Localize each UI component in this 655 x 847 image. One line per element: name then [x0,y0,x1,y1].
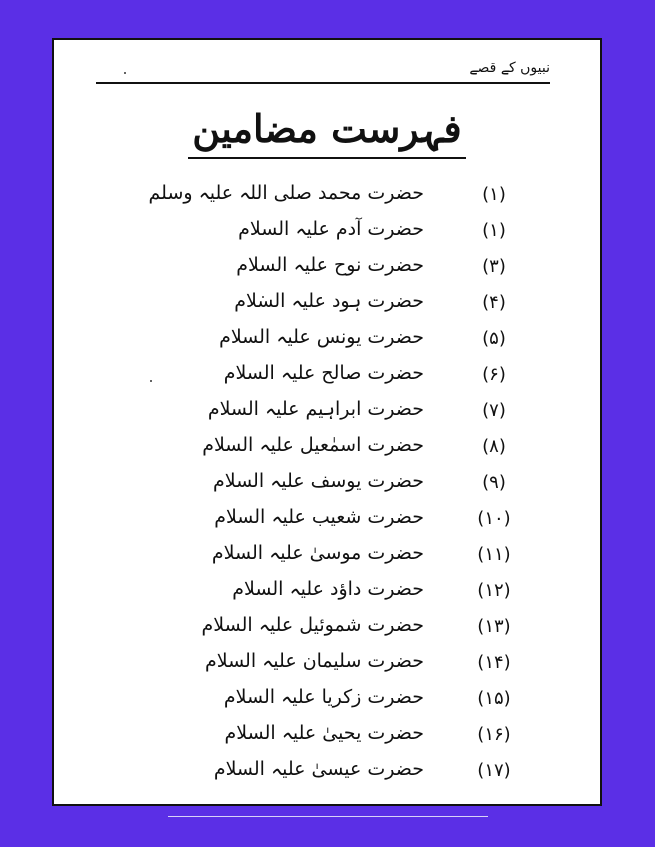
toc-title: حضرت اسمٰعیل علیہ السلام [202,434,424,456]
toc-number: (۶) [482,364,506,385]
toc-number: (۱۰) [477,508,511,529]
toc-entry [54,358,600,394]
toc-number: (۱۲) [477,580,511,601]
toc-number: (۱۷) [477,760,511,781]
toc-title: حضرت ابراہیم علیہ السلام [207,398,424,420]
toc-number: (۱) [482,184,506,205]
toc-title: حضرت آدم علیہ السلام [238,218,424,240]
toc-number: (۸) [482,436,506,457]
running-header: نبیوں کے قصے [469,60,550,76]
toc-title: حضرت یونس علیہ السلام [219,326,424,348]
toc-number: (۵) [482,328,506,349]
toc-entry [54,214,600,250]
toc-title: حضرت یحییٰ علیہ السلام [224,722,424,744]
toc-entry [54,646,600,682]
table-of-contents [54,178,600,790]
toc-number: (۱۱) [477,544,511,565]
toc-title: حضرت محمد صلی اللہ علیہ وسلم [148,182,424,204]
toc-number: (۱۶) [477,724,511,745]
document-page [52,38,602,806]
toc-entry [54,754,600,790]
footer-rule [168,816,488,817]
toc-title: حضرت شموئیل علیہ السلام [201,614,424,636]
page-title: فہرست مضامین [188,106,465,159]
toc-number: (۱۵) [477,688,511,709]
toc-entry [54,466,600,502]
toc-entry [54,250,600,286]
toc-title: حضرت ہود علیہ السلام [234,290,424,312]
toc-entry [54,322,600,358]
toc-entry [54,286,600,322]
toc-number: (۱) [482,220,506,241]
toc-title: حضرت داؤد علیہ السلام [232,578,424,600]
toc-entry [54,502,600,538]
toc-title: حضرت شعیب علیہ السلام [214,506,424,528]
toc-number: (۴) [482,292,506,313]
toc-title: حضرت زکریا علیہ السلام [223,686,424,708]
toc-title: حضرت سلیمان علیہ السلام [205,650,424,672]
toc-number: (۹) [482,472,506,493]
page-title-wrap [54,106,600,159]
toc-number: (۷) [482,400,506,421]
toc-title: حضرت نوح علیہ السلام [236,254,424,276]
toc-title: حضرت صالح علیہ السلام [223,362,424,384]
toc-entry [54,394,600,430]
toc-entry [54,574,600,610]
toc-entry [54,682,600,718]
toc-number: (۱۳) [477,616,511,637]
header-rule [96,82,550,84]
toc-entry [54,538,600,574]
toc-entry [54,178,600,214]
toc-entry [54,610,600,646]
scan-speck [124,72,126,74]
toc-entry [54,430,600,466]
toc-title: حضرت یوسف علیہ السلام [212,470,424,492]
toc-number: (۱۴) [477,652,511,673]
toc-entry [54,718,600,754]
toc-title: حضرت موسیٰ علیہ السلام [211,542,424,564]
toc-title: حضرت عیسیٰ علیہ السلام [213,758,424,780]
toc-number: (۳) [482,256,506,277]
